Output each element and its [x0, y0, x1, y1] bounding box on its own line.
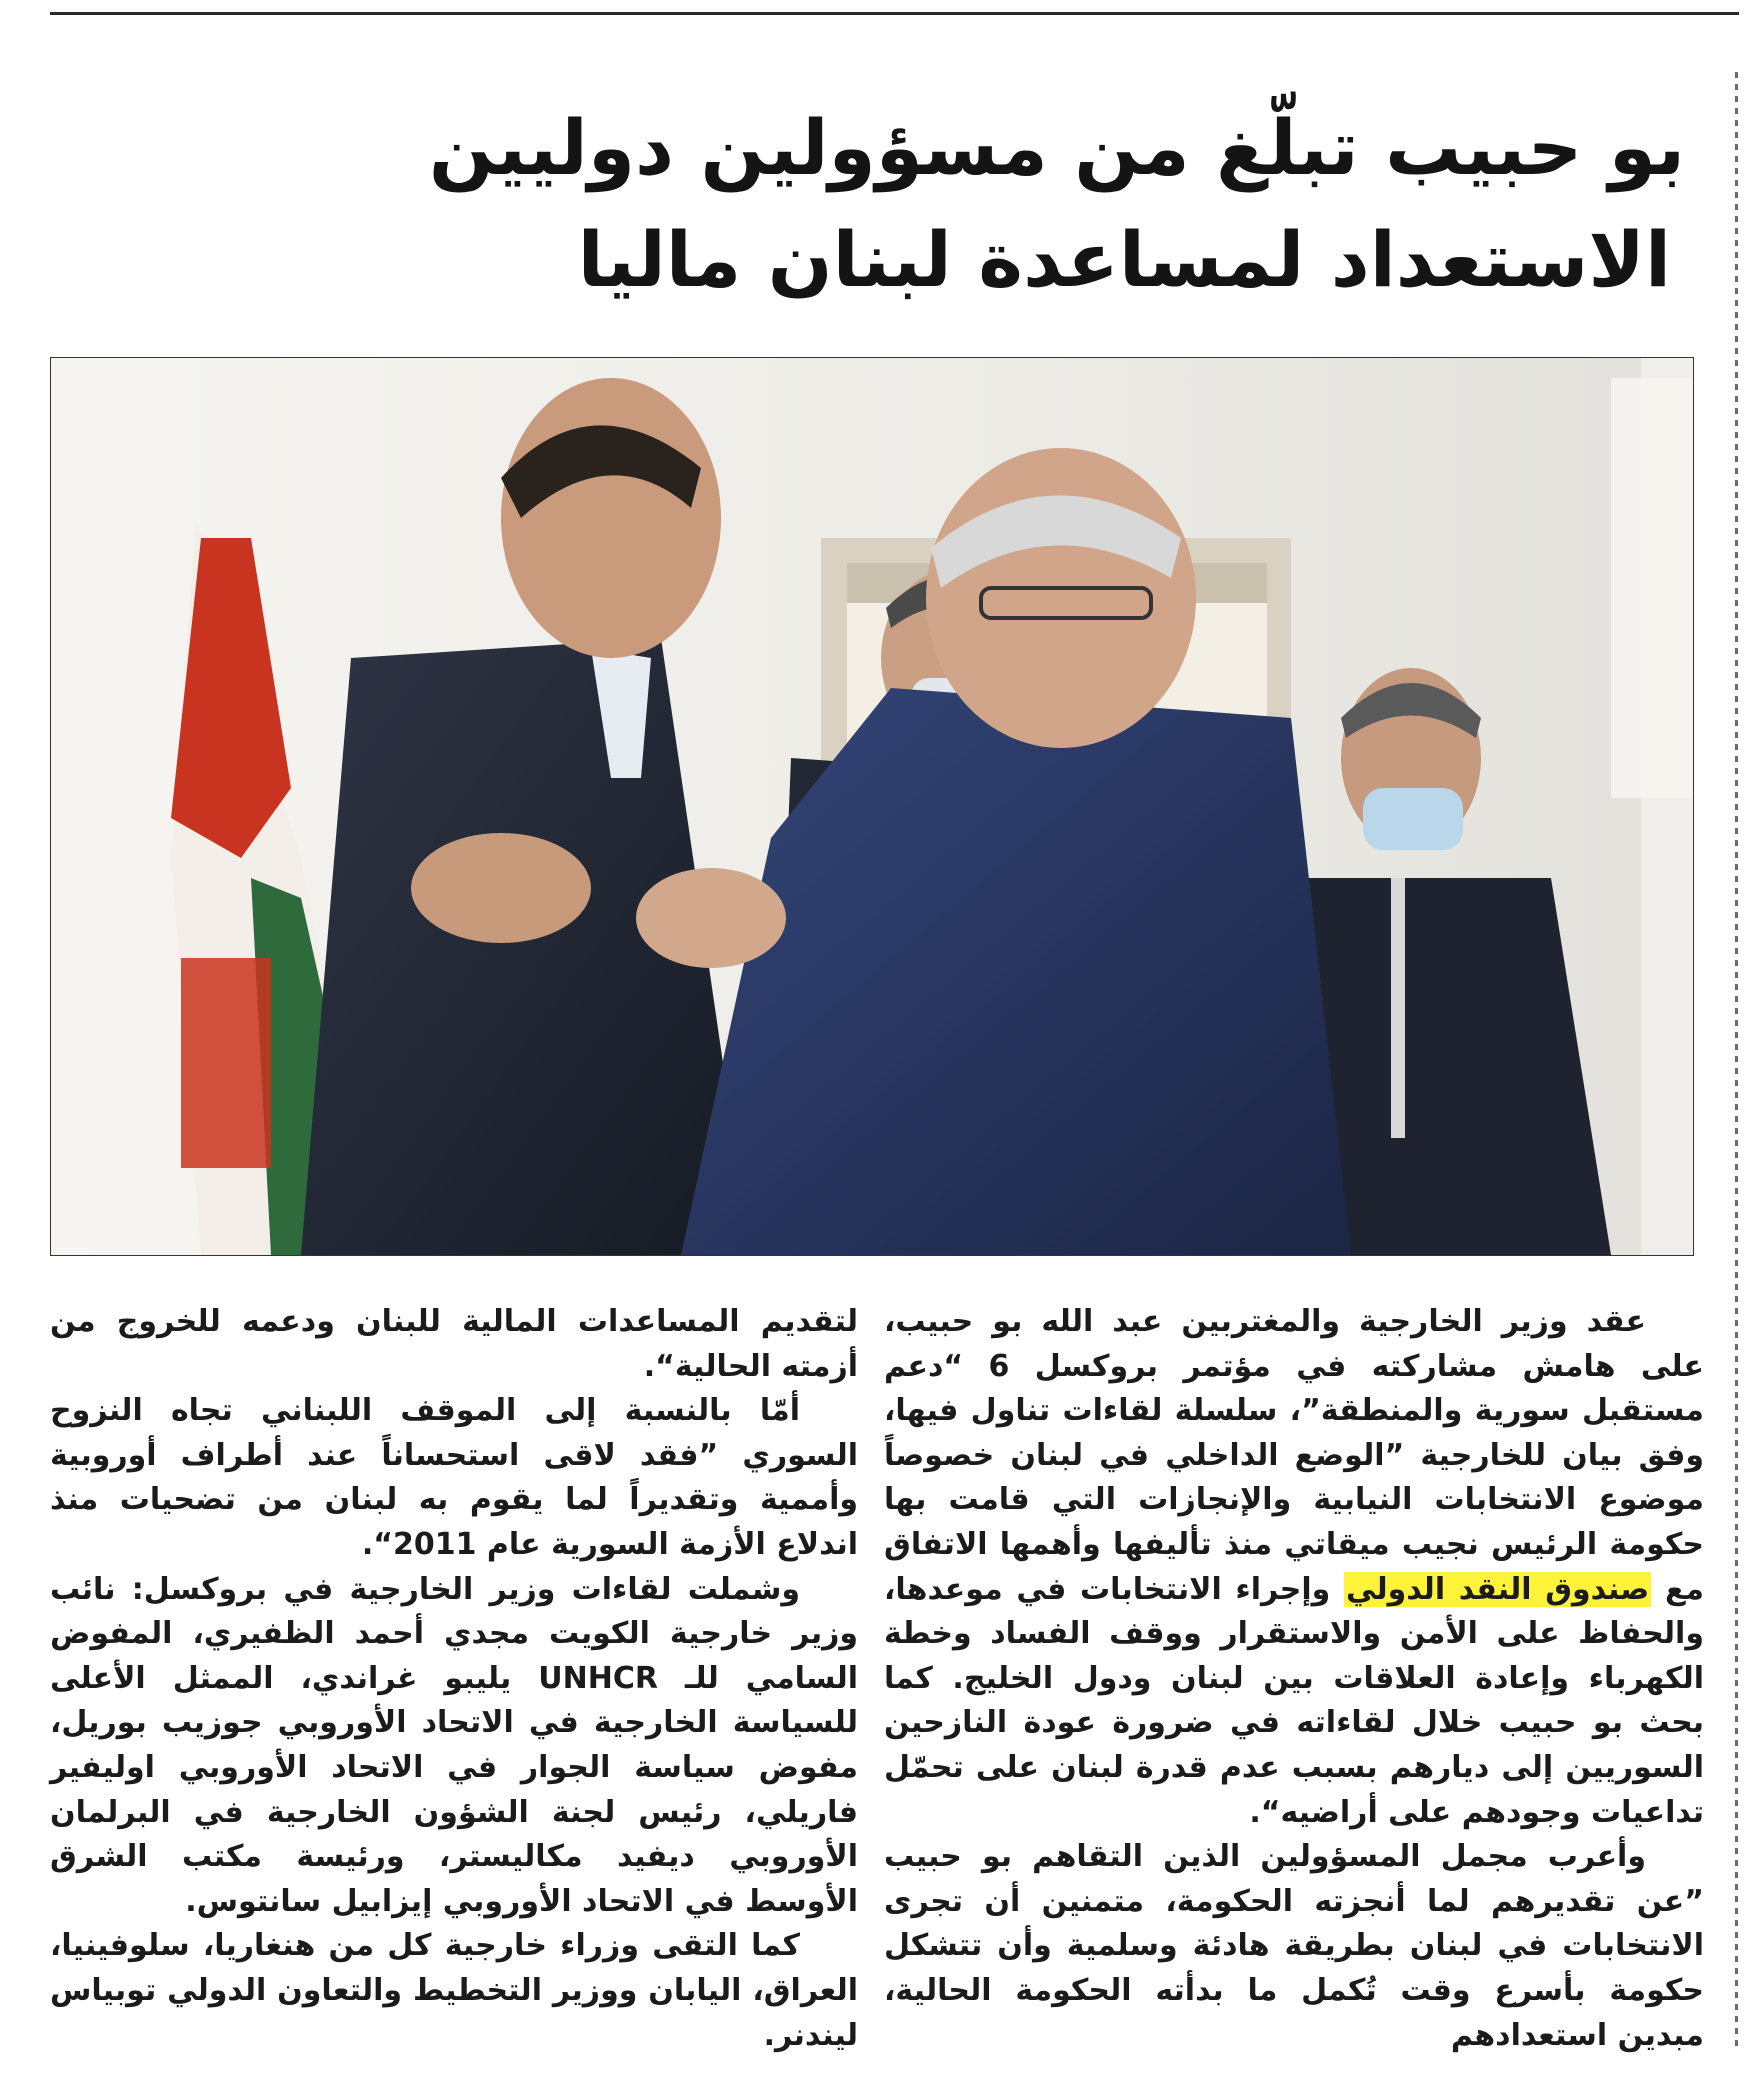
main-person-right-head: [926, 448, 1196, 748]
article-headline: [145, 92, 1685, 316]
flag-coat-of-arms: [181, 958, 271, 1168]
paragraph-text: كما التقى وزراء خارجية كل من هنغاريا، سلوفينيا، العراق، اليابان ووزير التخطيط والتعاون الدولي توبياس ليندنر.: [50, 1928, 858, 2053]
article-photo: [50, 357, 1694, 1256]
article-paragraph: [50, 1389, 858, 1567]
article-paragraph: [50, 1568, 858, 1925]
face-mask-right: [1363, 788, 1463, 850]
article-paragraph: [50, 1924, 858, 2058]
headline-line-1: بو حبيب تبلّغ من مسؤولين دوليين: [428, 103, 1685, 192]
paragraph-text: وإجراء الانتخابات في موعدها، والحفاظ على الأمن والاستقرار ووقف الفساد وخطة الكهرباء وإعادة العلاقات بين لبنان ودول الخليج. كما بحث بو حبيب خلال لقاءاته في ضرورة عودة النازحين السوريين إلى ديارهم بسبب عدم قدرة لبنان على تحمّل تداعيات وجودهم على أراضيه“.: [884, 1571, 1704, 1830]
article-paragraph: [884, 1300, 1704, 1835]
article-paragraph: لتقديم المساعدات المالية للبنان ودعمه للخروج من أزمته الحالية“.: [50, 1304, 858, 1384]
highlighted-text: صندوق النقد الدولي: [1345, 1571, 1650, 1607]
hand-left: [411, 833, 591, 943]
hand-right: [636, 868, 786, 968]
photo-edge-light: [1641, 358, 1693, 1255]
paragraph-text: أمّا بالنسبة إلى الموقف اللبناني تجاه النزوح السوري ”فقد لاقى استحساناً عند أطراف أوروبية وأممية وتقديراً لما يقوم به لبنان من تضحيات منذ اندلاع الأزمة السورية عام 2011“.: [50, 1393, 858, 1562]
article-paragraph: [884, 1835, 1704, 2058]
article-column-right: [884, 1300, 1704, 2058]
paragraph-text: عقد وزير الخارجية والمغتربين عبد الله بو حبيب، على هامش مشاركته في مؤتمر بروكسل 6 “دعم مستقبل سورية والمنطقة”، سلسلة لقاءات تناول فيها، وفق بيان للخارجية ”الوضع الداخلي في لبنان خصوصاً موضوع الانتخابات النيابية والإنجازات التي قامت بها حكومة الرئيس نجيب ميقاتي منذ تأليفها وأهمها الاتفاق مع: [884, 1304, 1705, 1607]
top-rule: [50, 12, 1739, 15]
headline-line-2: الاستعداد لمساعدة لبنان ماليا: [577, 215, 1671, 304]
paragraph-text: وشملت لقاءات وزير الخارجية في بروكسل: نائب وزير خارجية الكويت مجدي أحمد الظفيري، المفوض السامي للـ UNHCR يليبو غراندي، الممثل الأعلى للسياسة الخارجية في الاتحاد الأوروبي جوزيب بوريل، مفوض سياسة الجوار في الاتحاد الأوروبي اوليفير فاريلي، رئيس لجنة الشؤون الخارجية في البرلمان الأوروبي ديفيد مكاليستر، ورئيسة مكتب الشرق الأوسط في الاتحاد الأوروبي إيزابيل سانتوس.: [50, 1571, 859, 1919]
lanyard: [1391, 878, 1405, 1138]
main-person-left-head: [501, 378, 721, 658]
article-column-left: [50, 1300, 858, 2058]
column-dashed-border: [1735, 72, 1738, 2052]
paragraph-text: وأعرب مجمل المسؤولين الذين التقاهم بو حبيب ”عن تقديرهم لما أنجزته الحكومة، متمنين أن تجرى الانتخابات في لبنان بطريقة هادئة وسلمية وأن تتشكل حكومة بأسرع وقت تُكمل ما بدأته الحكومة الحالية، مبدين استعدادهم: [884, 1839, 1704, 2053]
photo-illustration: [51, 358, 1693, 1255]
